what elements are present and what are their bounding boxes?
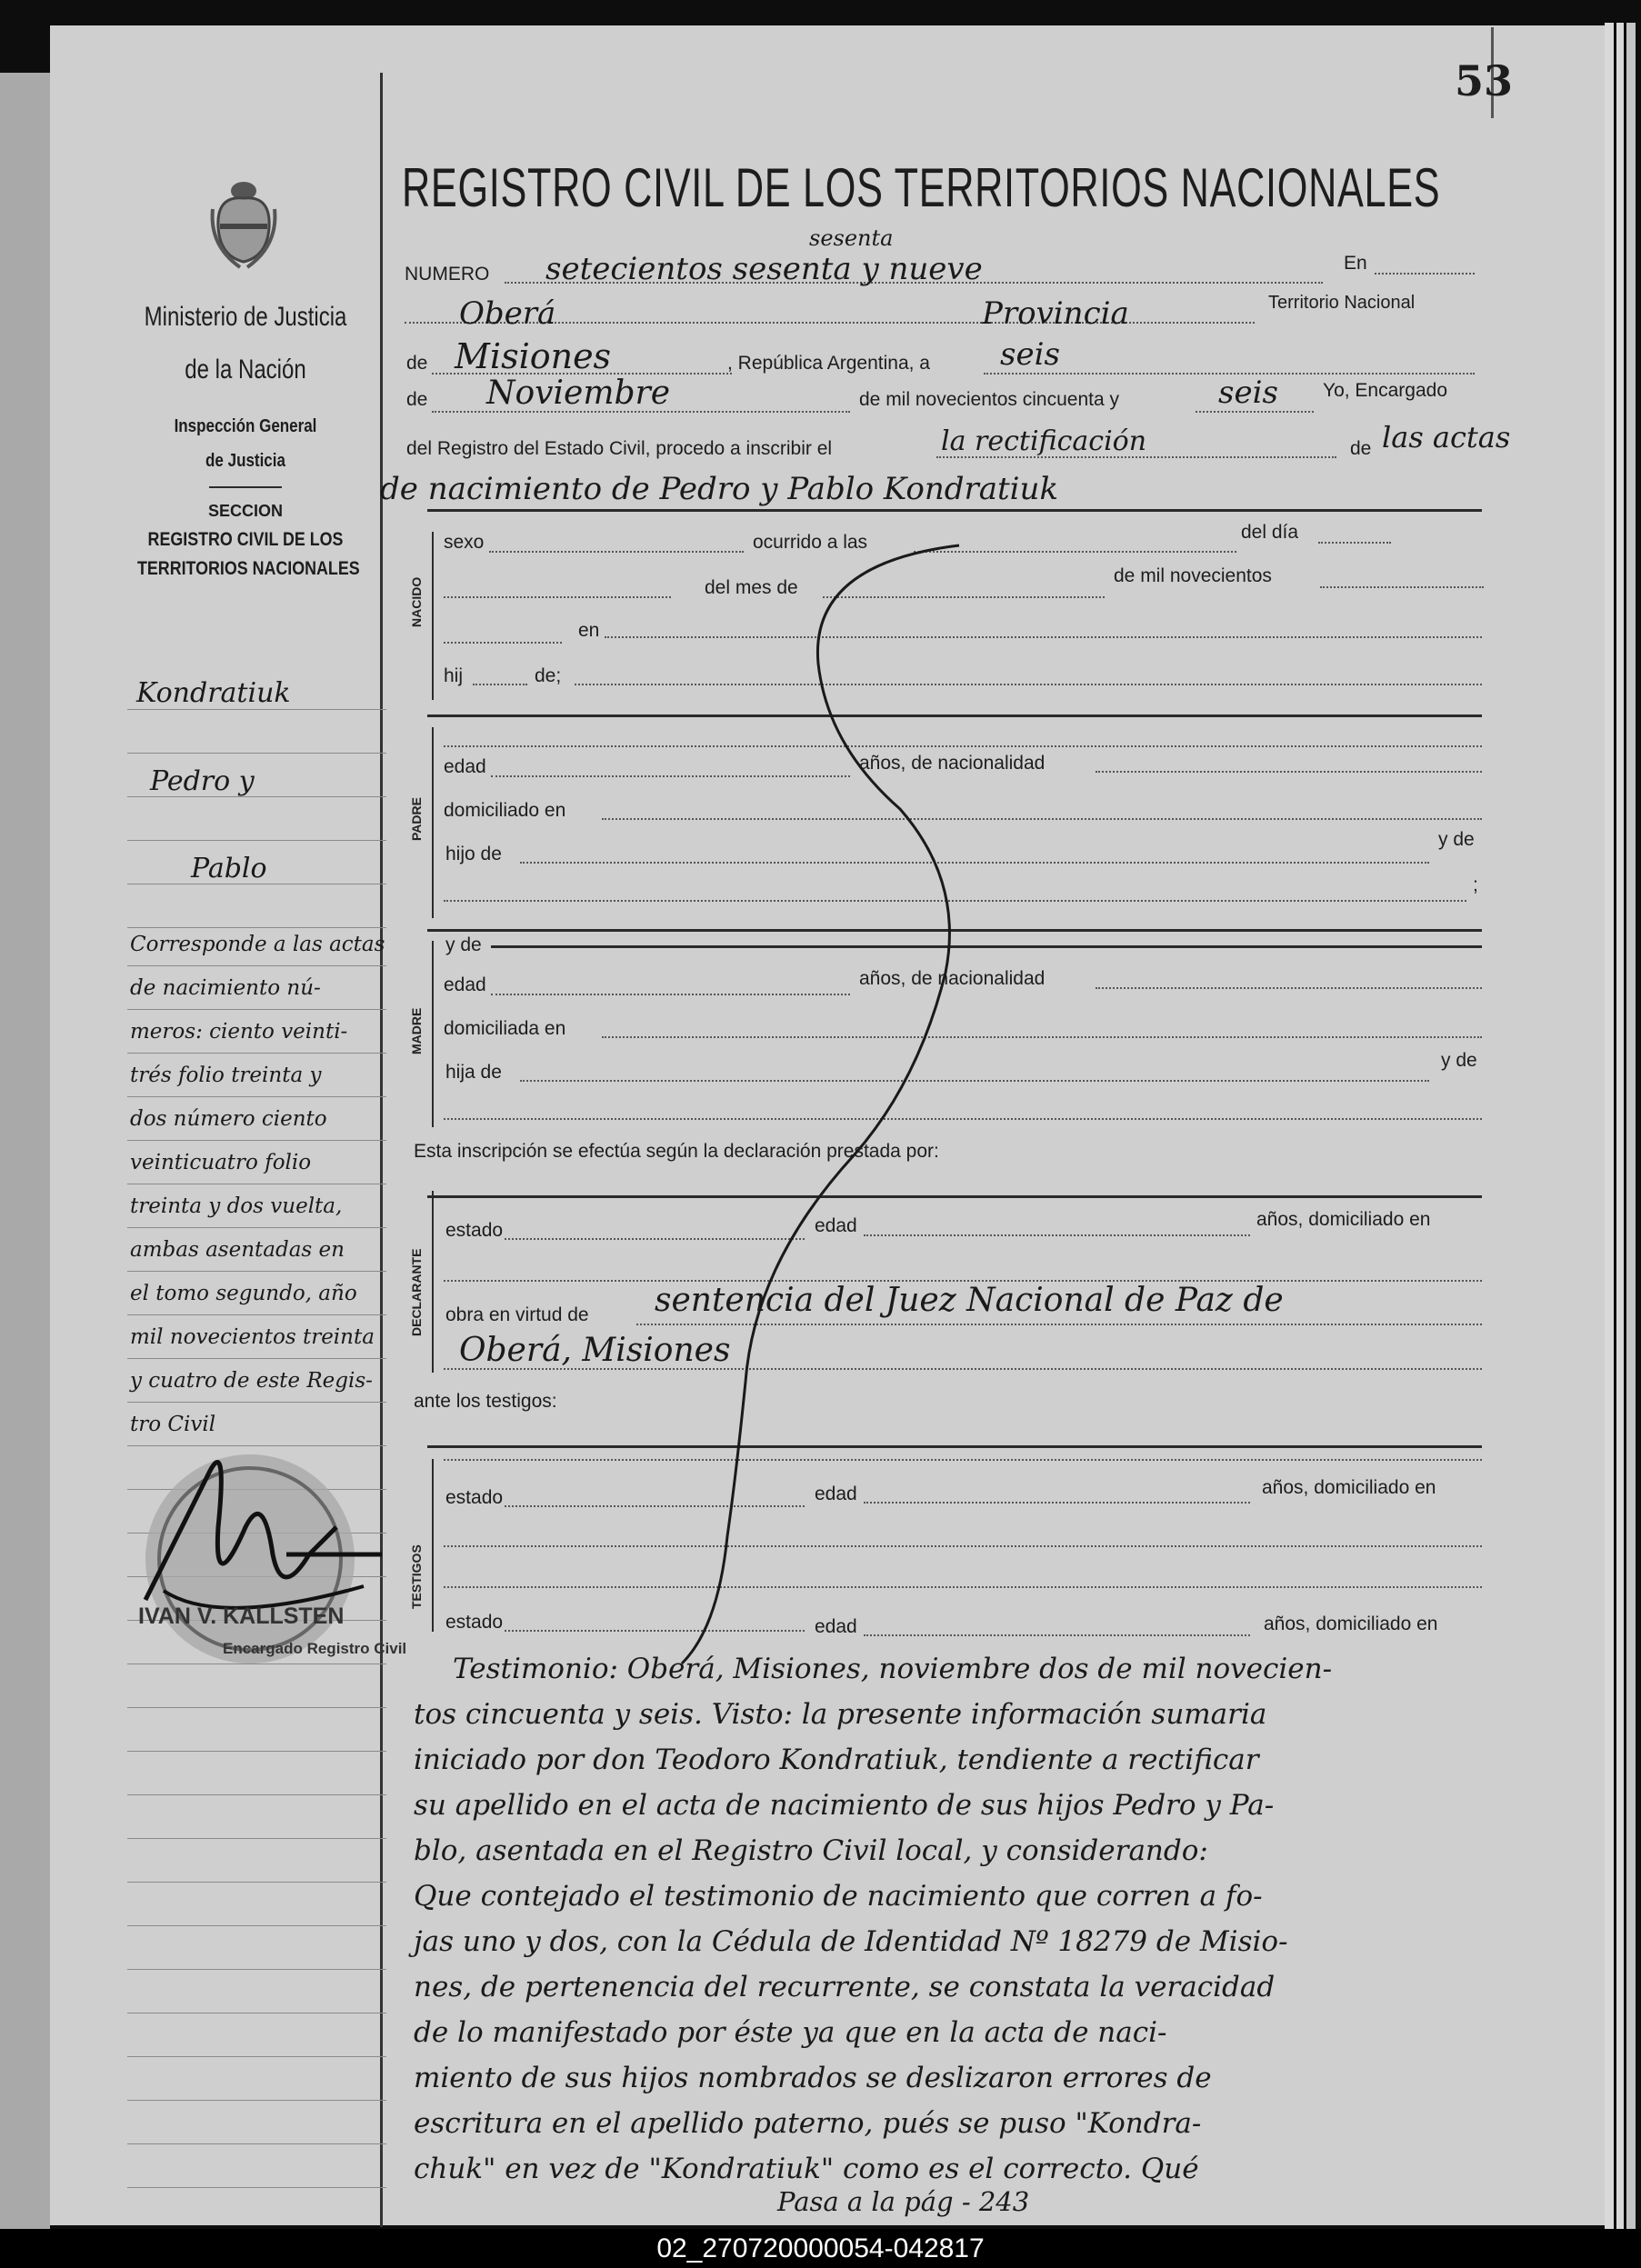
- testimony-line: chuk" en vez de "Kondratiuk" como es el correcto. Qué: [414, 2153, 1199, 2185]
- testimony-line: su apellido en el acta de nacimiento de sus hijos Pedro y Pa-: [414, 1789, 1275, 1822]
- testimony-line: tos cincuenta y seis. Visto: la presente información sumaria: [414, 1698, 1267, 1731]
- nacido-ocurrido: ocurrido a las: [753, 532, 868, 553]
- madre-section-label: MADRE: [409, 1007, 424, 1054]
- padre-anos-nac: años, de nacionalidad: [859, 753, 1046, 774]
- inscribir-value: la rectificación: [941, 425, 1147, 457]
- nacido-de: de;: [535, 665, 562, 686]
- madre-edad: edad: [444, 974, 486, 995]
- margin-note-line: trés folio treinta y: [130, 1064, 322, 1087]
- testimony-line: nes, de pertenencia del recurrente, se constata la veracidad: [414, 1971, 1276, 2003]
- day-value: seis: [1000, 336, 1060, 373]
- declarante-estado: estado: [445, 1220, 504, 1241]
- de2-label: de: [406, 389, 428, 410]
- previous-page-edge: [0, 73, 50, 2236]
- nacido-del-mes: del mes de: [705, 577, 798, 598]
- padre-domiciliado: domiciliado en: [444, 800, 566, 821]
- madre-domiciliada: domiciliada en: [444, 1018, 566, 1039]
- republica-label: , República Argentina, a: [727, 353, 930, 374]
- declarante-edad: edad: [815, 1215, 857, 1236]
- nacido-en: en: [578, 620, 600, 641]
- stamp-text: IVAN V. KALLSTEN: [138, 1604, 345, 1629]
- testimony-line: blo, asentada en el Registro Civil local, y considerando:: [414, 1834, 1208, 1867]
- testigos-section-label: TESTIGOS: [409, 1544, 424, 1609]
- stamp-subtext: Encargado Registro Civil: [223, 1640, 407, 1657]
- footer-note: Pasa a la pág - 243: [777, 2186, 1030, 2217]
- header-divider: [209, 486, 282, 488]
- margin-note-line: ambas asentadas en: [130, 1238, 345, 1262]
- section-bracket: [432, 727, 434, 918]
- testimony-line: de lo manifestado por éste ya que en la acta de naci-: [414, 2016, 1167, 2049]
- madre-y-de2: y de: [1441, 1050, 1477, 1071]
- declarante-obra-value2: Oberá, Misiones: [459, 1332, 731, 1369]
- nacido-sexo: sexo: [444, 532, 485, 553]
- section-bracket: [432, 532, 434, 700]
- padre-hijo-de: hijo de: [445, 844, 502, 864]
- margin-note-line: Corresponde a las actas: [130, 933, 385, 956]
- nacimiento-value: de nacimiento de Pedro y Pablo Kondratiuk: [380, 471, 1059, 507]
- madre-hija-de: hija de: [445, 1062, 502, 1083]
- numero-value: setecientos sesenta y nueve: [545, 251, 983, 287]
- de-label: de: [406, 353, 428, 374]
- testigos-edad-1: edad: [815, 1484, 857, 1504]
- nacido-hij: hij: [444, 665, 464, 686]
- encargado-label: Yo, Encargado: [1323, 380, 1448, 401]
- padre-y-de: y de: [1438, 829, 1475, 850]
- margin-note-line: treinta y dos vuelta,: [130, 1194, 343, 1218]
- madre-y-de: y de: [445, 934, 482, 955]
- testimony-line: miento de sus hijos nombrados se deslizaron errores de: [414, 2062, 1212, 2094]
- page-edge: [1626, 23, 1636, 2232]
- declaracion-label: Esta inscripción se efectúa según la declaración prestada por:: [414, 1141, 939, 1162]
- padre-semicolon: ;: [1473, 874, 1478, 895]
- en-label: En: [1344, 253, 1367, 274]
- margin-note-line: mil novecientos treinta: [130, 1325, 375, 1349]
- section-line3: TERRITORIOS NACIONALES: [137, 558, 360, 579]
- declarante-anos-dom: años, domiciliado en: [1256, 1209, 1431, 1230]
- margin-note-line: meros: ciento veinti-: [130, 1020, 348, 1044]
- year-label: de mil novecientos cincuenta y: [859, 389, 1119, 410]
- madre-anos-nac: años, de nacionalidad: [859, 968, 1046, 989]
- form-rule: [427, 509, 1482, 512]
- section-bracket: [432, 1191, 434, 1373]
- testimony-line: iniciado por don Teodoro Kondratiuk, tendiente a rectificar: [414, 1743, 1259, 1776]
- margin-given-1: Pedro y: [150, 765, 255, 797]
- margin-surname: Kondratiuk: [136, 677, 291, 709]
- testigos-anos-dom-2: años, domiciliado en: [1264, 1614, 1438, 1634]
- testigos-estado-1: estado: [445, 1487, 504, 1508]
- provincia-value: Provincia: [982, 295, 1129, 332]
- section-line1: SECCION: [207, 502, 283, 520]
- testimony-line: Testimonio: Oberá, Misiones, noviembre dos de mil novecien-: [453, 1653, 1333, 1685]
- page-edge: [1605, 23, 1614, 2232]
- actas-value: las actas: [1382, 420, 1511, 455]
- padre-section-label: PADRE: [409, 797, 424, 841]
- de3-label: de: [1350, 438, 1372, 459]
- margin-note-line: tro Civil: [130, 1413, 216, 1436]
- declarante-obra-value: sentencia del Juez Nacional de Paz de: [655, 1282, 1284, 1319]
- section-line2: REGISTRO CIVIL DE LOS: [147, 529, 344, 550]
- testimony-line: Que contejado el testimonio de nacimiento que corren a fo-: [414, 1880, 1263, 1913]
- territory-value: Misiones: [455, 336, 612, 376]
- numero-correction: sesenta: [809, 225, 894, 251]
- territorio-label: Territorio Nacional: [1268, 293, 1416, 313]
- testimony-line: escritura en el apellido paterno, pués se puso "Kondra-: [414, 2107, 1202, 2140]
- ministry-line1: Ministerio de Justicia: [144, 302, 347, 332]
- testigos-label: ante los testigos:: [414, 1391, 557, 1412]
- section-bracket: [432, 941, 434, 1127]
- margin-note-line: dos número ciento: [130, 1107, 327, 1131]
- margin-note-line: veinticuatro folio: [130, 1151, 312, 1174]
- ministry-line2: de la Nación: [185, 355, 306, 385]
- nacido-del-dia: del día: [1241, 522, 1299, 543]
- margin-note-line: de nacimiento nú-: [130, 976, 321, 1000]
- column-divider: [380, 73, 383, 2227]
- month-value: Noviembre: [486, 375, 671, 412]
- inspection-line2: de Justicia: [205, 451, 285, 471]
- folio-number: 53: [1455, 56, 1514, 105]
- void-strike-line: [673, 536, 1036, 1673]
- place-value: Oberá: [459, 295, 556, 332]
- declarante-obra-label: obra en virtud de: [445, 1304, 589, 1325]
- padre-edad: edad: [444, 756, 486, 777]
- section-bracket: [432, 1459, 434, 1632]
- testigos-edad-2: edad: [815, 1616, 857, 1637]
- numero-label: NUMERO: [405, 264, 490, 285]
- margin-given-2: Pablo: [191, 853, 267, 884]
- page-title: REGISTRO CIVIL DE LOS TERRITORIOS NACIONALES: [402, 157, 1441, 218]
- testigos-estado-2: estado: [445, 1612, 504, 1633]
- margin-note-line: el tomo segundo, año: [130, 1282, 357, 1305]
- testimony-line: jas uno y dos, con la Cédula de Identidad Nº 18279 de Misio-: [414, 1925, 1288, 1958]
- year-value: seis: [1218, 375, 1278, 411]
- official-stamp-seal: [127, 1418, 400, 1709]
- page-edge: [1616, 23, 1624, 2232]
- image-filename-caption: 02_270720000054-042817: [0, 2229, 1641, 2268]
- testigos-anos-dom-1: años, domiciliado en: [1262, 1477, 1436, 1498]
- margin-note-line: y cuatro de este Regis-: [130, 1369, 373, 1393]
- nacido-section-label: NACIDO: [409, 576, 424, 627]
- nacido-mil-novecientos: de mil novecientos: [1114, 565, 1272, 586]
- registro-label: del Registro del Estado Civil, procedo a inscribir el: [406, 438, 833, 459]
- declarante-section-label: DECLARANTE: [409, 1248, 424, 1336]
- coat-of-arms-icon: [207, 173, 280, 273]
- inspection-line1: Inspección General: [174, 416, 317, 436]
